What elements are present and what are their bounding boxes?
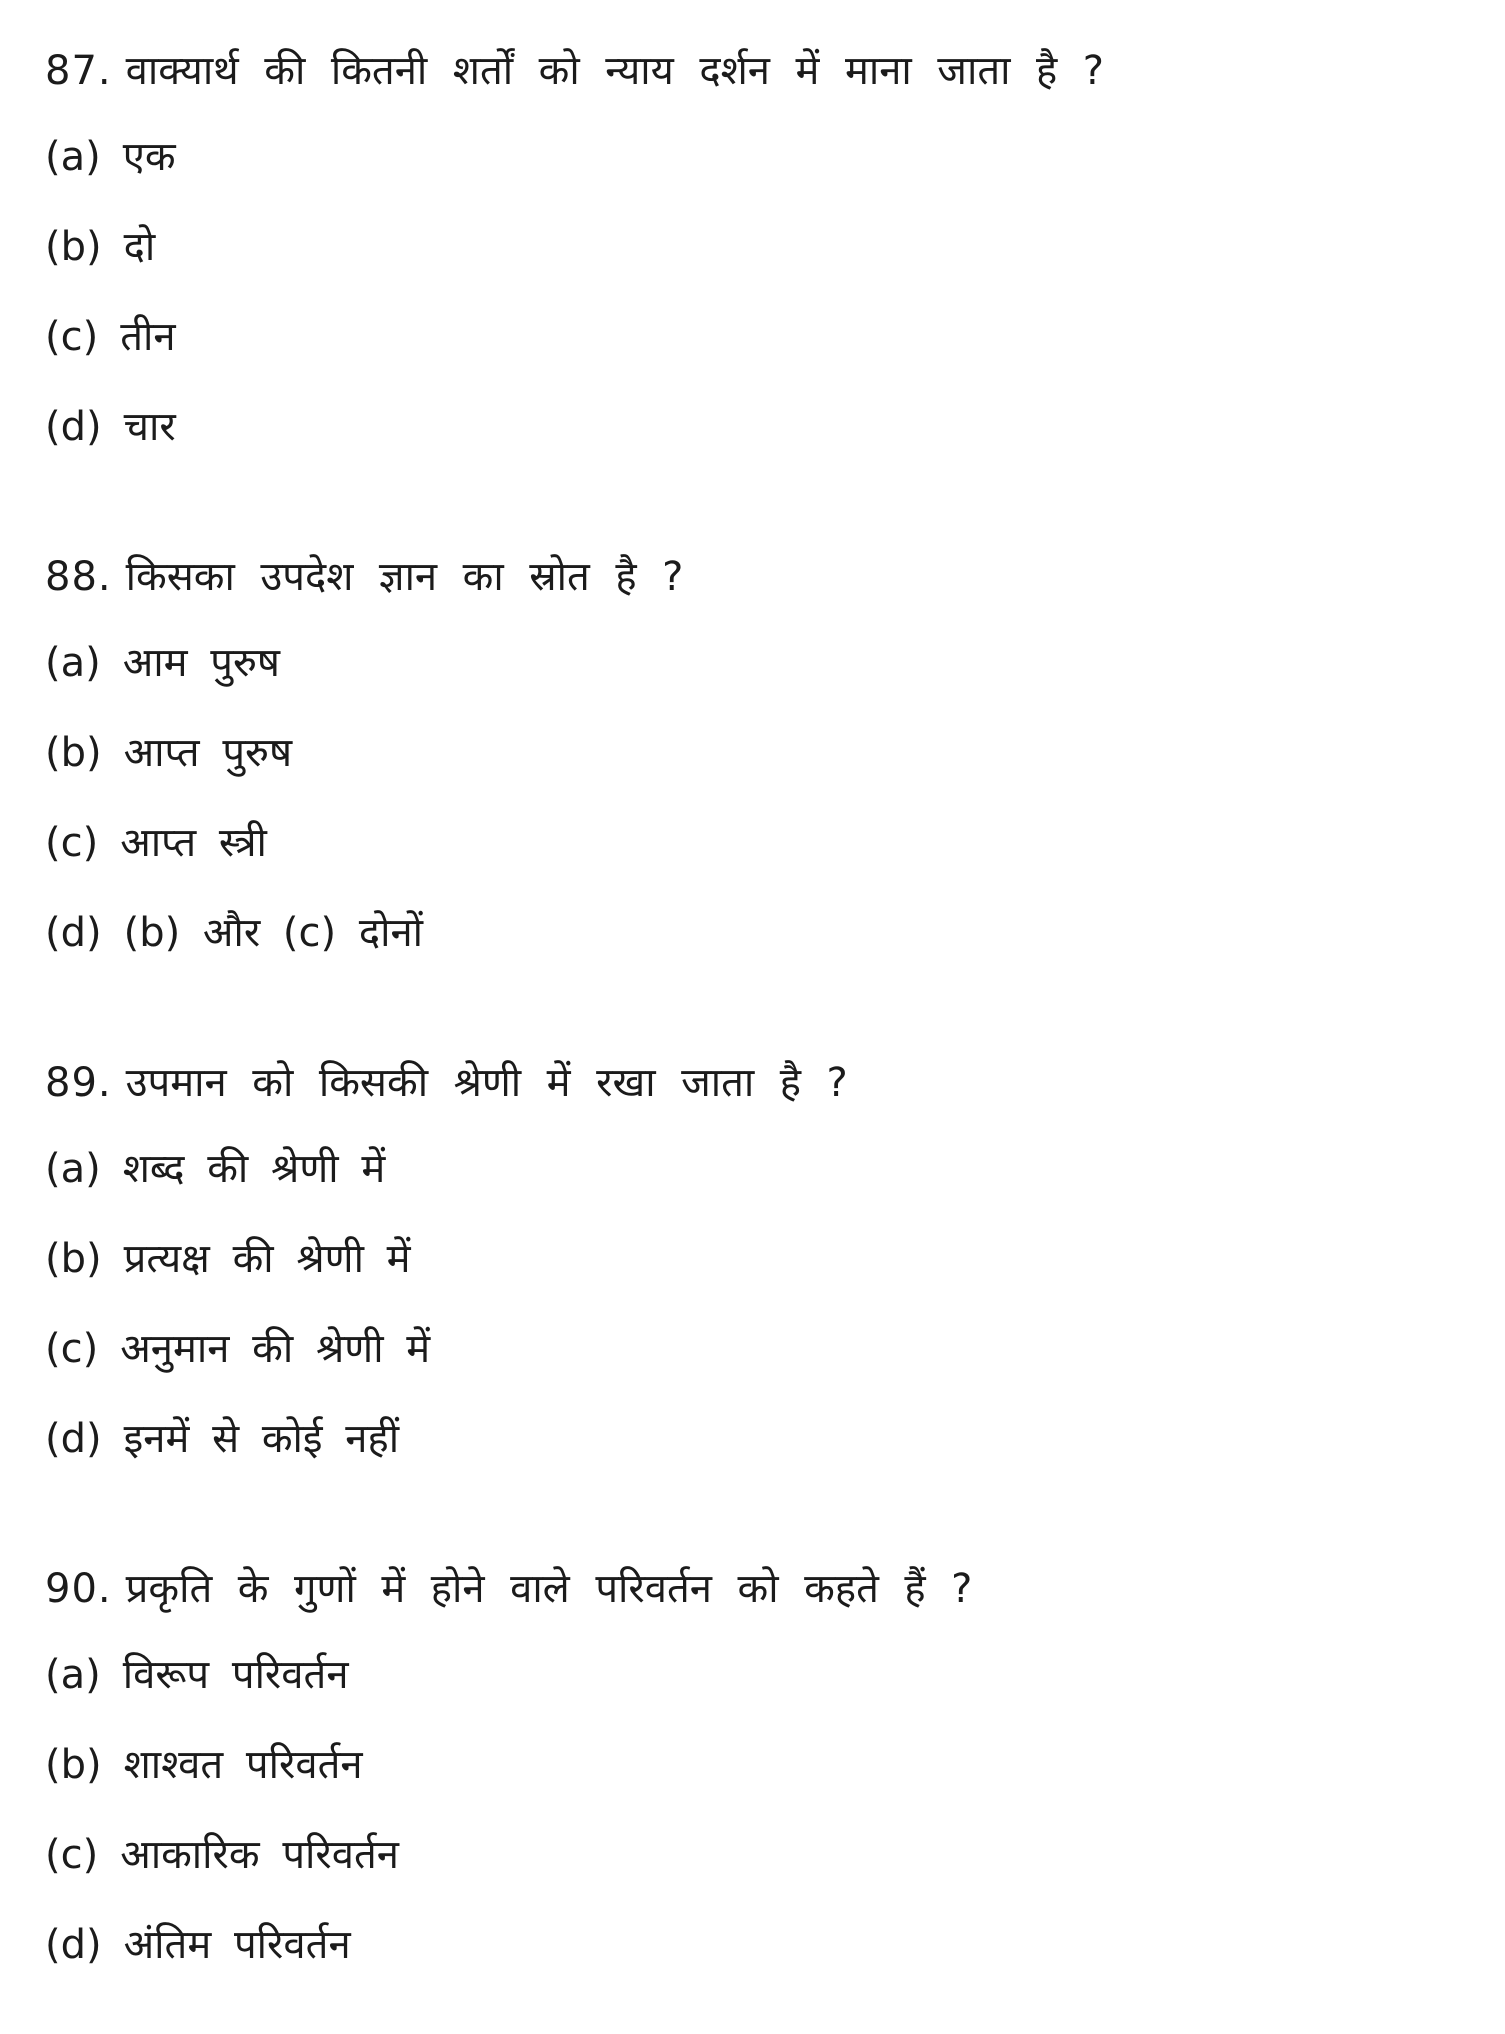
option-row bbox=[45, 404, 1465, 450]
option-label: (d) bbox=[45, 1416, 102, 1462]
option-label: (b) bbox=[45, 730, 102, 776]
option-text: आप्त पुरुष bbox=[123, 730, 293, 776]
option-label: (b) bbox=[45, 1742, 102, 1788]
question-title bbox=[45, 554, 1465, 600]
option-row bbox=[45, 640, 1465, 686]
option-label: (a) bbox=[45, 134, 101, 180]
option-row bbox=[45, 730, 1465, 776]
question-number: 88. bbox=[45, 554, 112, 600]
option-label: (b) bbox=[45, 1236, 102, 1282]
option-text: आप्त स्त्री bbox=[120, 820, 267, 866]
option-row bbox=[45, 1146, 1465, 1192]
question-title bbox=[45, 1060, 1465, 1106]
question-88 bbox=[45, 554, 1465, 956]
option-text: दो bbox=[123, 224, 156, 270]
option-row bbox=[45, 820, 1465, 866]
option-text: शाश्वत परिवर्तन bbox=[123, 1742, 363, 1788]
option-text: अनुमान की श्रेणी में bbox=[120, 1326, 431, 1372]
option-label: (d) bbox=[45, 1922, 102, 1968]
option-text: प्रत्यक्ष की श्रेणी में bbox=[123, 1236, 411, 1282]
option-row bbox=[45, 1416, 1465, 1462]
option-label: (a) bbox=[45, 1146, 101, 1192]
question-number: 89. bbox=[45, 1060, 112, 1106]
question-text: किसका उपदेश ज्ञान का स्रोत है ? bbox=[125, 554, 684, 600]
option-label: (d) bbox=[45, 910, 102, 956]
option-text: अंतिम परिवर्तन bbox=[123, 1922, 351, 1968]
option-text: इनमें से कोई नहीं bbox=[123, 1416, 400, 1462]
option-label: (c) bbox=[45, 1326, 99, 1372]
option-label: (c) bbox=[45, 820, 99, 866]
option-row bbox=[45, 1742, 1465, 1788]
option-text: शब्द की श्रेणी में bbox=[122, 1146, 386, 1192]
option-row bbox=[45, 1326, 1465, 1372]
option-label: (c) bbox=[45, 314, 99, 360]
question-title bbox=[45, 1566, 1465, 1612]
option-row bbox=[45, 1922, 1465, 1968]
question-number: 87. bbox=[45, 48, 112, 94]
option-label: (a) bbox=[45, 1652, 101, 1698]
option-row bbox=[45, 314, 1465, 360]
option-label: (a) bbox=[45, 640, 101, 686]
question-87 bbox=[45, 48, 1465, 450]
option-row bbox=[45, 134, 1465, 180]
option-text: विरूप परिवर्तन bbox=[122, 1652, 349, 1698]
question-text: प्रकृति के गुणों में होने वाले परिवर्तन को कहते हैं ? bbox=[125, 1566, 973, 1612]
option-label: (b) bbox=[45, 224, 102, 270]
option-text: तीन bbox=[120, 314, 176, 360]
option-text: चार bbox=[123, 404, 176, 450]
option-row bbox=[45, 1832, 1465, 1878]
option-text: आकारिक परिवर्तन bbox=[120, 1832, 399, 1878]
option-text: एक bbox=[122, 134, 176, 180]
option-row bbox=[45, 910, 1465, 956]
question-text: उपमान को किसकी श्रेणी में रखा जाता है ? bbox=[125, 1060, 848, 1106]
question-89 bbox=[45, 1060, 1465, 1462]
option-label: (c) bbox=[45, 1832, 99, 1878]
question-number: 90. bbox=[45, 1566, 112, 1612]
option-row bbox=[45, 224, 1465, 270]
question-90 bbox=[45, 1566, 1465, 1968]
option-label: (d) bbox=[45, 404, 102, 450]
option-row bbox=[45, 1236, 1465, 1282]
question-text: वाक्यार्थ की कितनी शर्तों को न्याय दर्शन में माना जाता है ? bbox=[125, 48, 1104, 94]
option-row bbox=[45, 1652, 1465, 1698]
question-title bbox=[45, 48, 1465, 94]
option-text: आम पुरुष bbox=[122, 640, 281, 686]
option-text: (b) और (c) दोनों bbox=[123, 910, 423, 956]
